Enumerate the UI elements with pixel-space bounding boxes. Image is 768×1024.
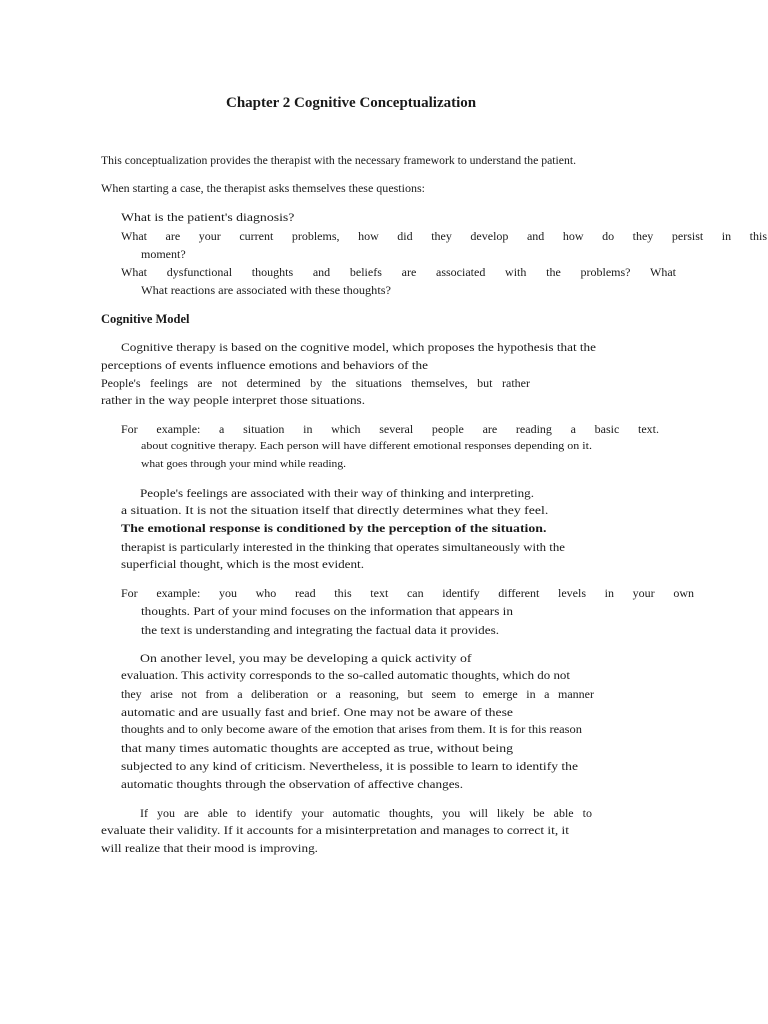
question-current-problems-cont: moment? <box>141 247 186 261</box>
closing-line-3: will realize that their mood is improving. <box>101 841 318 855</box>
model-line-2: perceptions of events influence emotions and behaviors of the <box>101 358 428 372</box>
question-reactions: What reactions are associated with these thoughts? <box>141 283 391 297</box>
automatic-line-8: automatic thoughts through the observation of affective changes. <box>121 777 463 791</box>
question-current-problems: What are your current problems, how did they develop and how do they persist in this <box>121 229 767 243</box>
model-line-4: rather in the way people interpret those situations. <box>101 393 365 407</box>
intro-line-2: When starting a case, the therapist asks themselves these questions: <box>101 181 425 195</box>
automatic-line-6: that many times automatic thoughts are accepted as true, without being <box>121 741 514 755</box>
automatic-line-5: thoughts and to only become aware of the emotion that arises from them. It is for this reason <box>121 722 582 736</box>
example-1-line-2: about cognitive therapy. Each person will have different emotional responses depending on it. <box>141 440 592 452</box>
automatic-line-7: subjected to any kind of criticism. Nevertheless, it is possible to learn to identify the <box>121 759 578 773</box>
automatic-line-4: automatic and are usually fast and brief. One may not be aware of these <box>121 705 513 719</box>
automatic-line-2: evaluation. This activity corresponds to the so-called automatic thoughts, which do not <box>121 668 570 682</box>
feelings-line-1: People's feelings are associated with their way of thinking and interpreting. <box>140 486 534 500</box>
feelings-line-2: a situation. It is not the situation itself that directly determines what they feel. <box>121 503 549 517</box>
example-2-line-1: For example: you who read this text can identify different levels in your own <box>121 586 694 600</box>
automatic-line-1: On another level, you may be developing a quick activity of <box>140 651 472 665</box>
question-dysfunctional-thoughts: What dysfunctional thoughts and beliefs are associated with the problems? What <box>121 265 676 279</box>
example-1-line-3: what goes through your mind while reading. <box>141 458 346 470</box>
example-2-line-3: the text is understanding and integrating the factual data it provides. <box>141 623 499 637</box>
feelings-line-4: therapist is particularly interested in the thinking that operates simultaneously with the <box>121 540 565 554</box>
model-line-1: Cognitive therapy is based on the cognitive model, which proposes the hypothesis that the <box>121 340 596 354</box>
example-2-line-2: thoughts. Part of your mind focuses on the information that appears in <box>141 604 513 618</box>
automatic-line-3: they arise not from a deliberation or a reasoning, but seem to emerge in a manner <box>121 687 594 701</box>
closing-line-2: evaluate their validity. If it accounts for a misinterpretation and manages to correct it, it <box>101 823 569 837</box>
feelings-line-3-emphasis: The emotional response is conditioned by the perception of the situation. <box>121 521 547 535</box>
intro-line-1: This conceptualization provides the therapist with the necessary framework to understand the patient. <box>101 153 576 167</box>
section-heading-cognitive-model: Cognitive Model <box>101 312 190 326</box>
feelings-line-5: superficial thought, which is the most evident. <box>121 557 364 571</box>
example-1-line-1: For example: a situation in which several people are reading a basic text. <box>121 422 659 436</box>
chapter-title: Chapter 2 Cognitive Conceptualization <box>226 95 477 111</box>
question-diagnosis: What is the patient's diagnosis? <box>121 210 295 224</box>
model-line-3: People's feelings are not determined by the situations themselves, but rather <box>101 376 530 390</box>
closing-line-1: If you are able to identify your automatic thoughts, you will likely be able to <box>140 806 592 820</box>
